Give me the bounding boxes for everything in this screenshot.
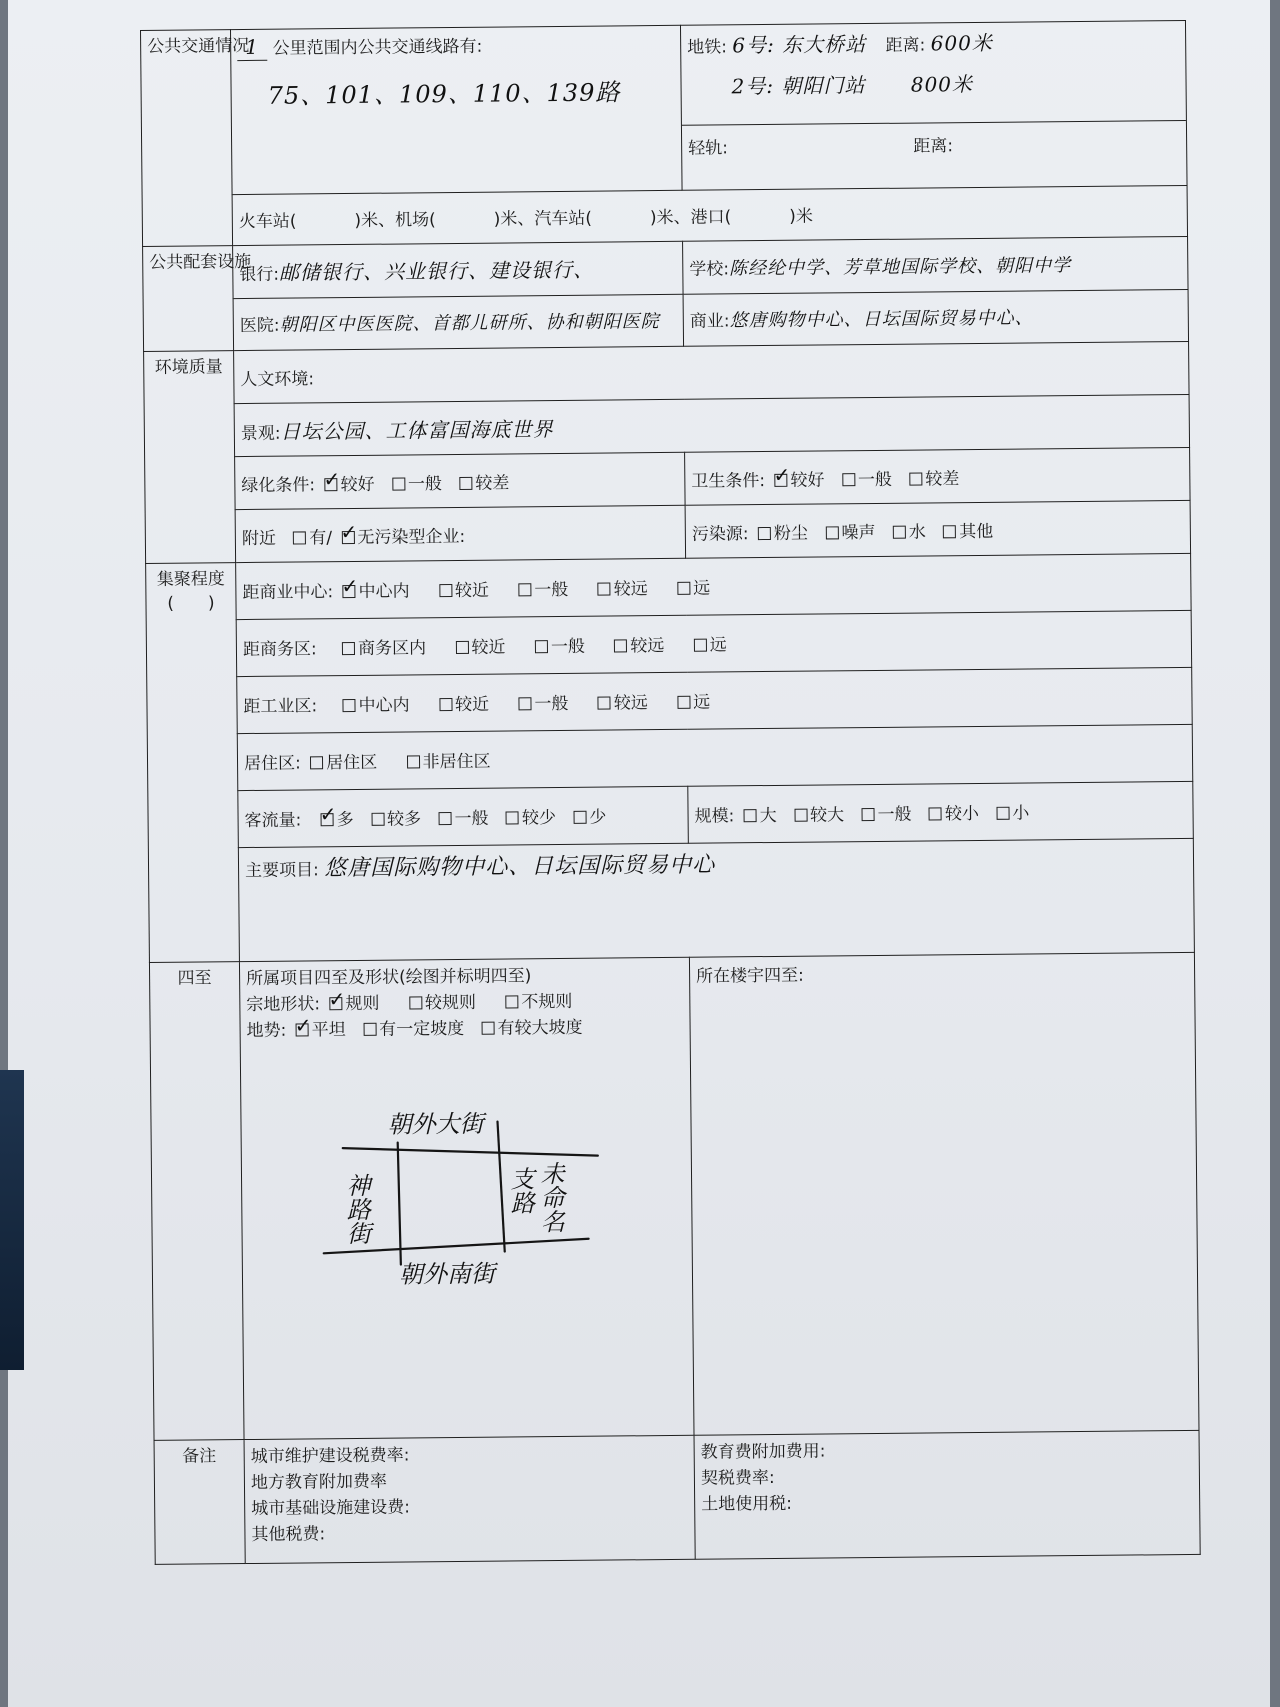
east-road-line <box>497 1121 504 1251</box>
option-label: 较规则 <box>424 992 476 1013</box>
sketch-label-east-2: 未命名 <box>535 1160 565 1233</box>
option-label: 平坦 <box>311 1019 346 1041</box>
property-survey-form <box>140 20 1201 1565</box>
industrial-label: 距工业区: <box>243 696 318 718</box>
sketch-label-east-1: 支路 <box>505 1165 535 1215</box>
option-label: 一般 <box>877 804 912 826</box>
landscape-value: 日坛公园、工体富国海底世界 <box>280 416 554 444</box>
bus-lines-value: 75、101、109、110、139路 <box>267 78 621 110</box>
option-label: 较近 <box>471 637 506 659</box>
checkbox[interactable] <box>909 472 922 485</box>
landscape-cell <box>234 395 1189 457</box>
checkbox[interactable] <box>323 466 341 491</box>
checkbox[interactable] <box>439 584 452 597</box>
checkbox[interactable] <box>518 698 531 711</box>
hospital-cell <box>233 294 683 351</box>
pollution-cell <box>685 501 1190 559</box>
checkbox[interactable] <box>439 698 452 711</box>
section-remarks: 备注 <box>154 1439 245 1564</box>
checkbox[interactable] <box>371 813 384 826</box>
shape-label: 宗地形状: <box>246 993 321 1015</box>
checkbox[interactable] <box>694 639 707 652</box>
meter-label: )米 <box>789 206 813 227</box>
checkbox[interactable] <box>438 812 451 825</box>
radius-label: 公里范围内公共交通线路有: <box>272 36 483 59</box>
radius-value: 1 <box>237 34 267 61</box>
option-label: 远 <box>709 635 727 656</box>
section-environment: 环境质量 <box>144 351 236 563</box>
checkbox[interactable] <box>293 531 306 544</box>
option-label: 一般 <box>550 637 585 658</box>
check-mark-icon: ✓ <box>340 519 358 544</box>
checkbox[interactable] <box>409 996 422 1009</box>
remark-item: 契税费率: <box>700 1467 775 1489</box>
option-label: 较远 <box>613 579 648 600</box>
sketch-label-north: 朝外大街 <box>387 1109 484 1139</box>
boundaries-sketch-cell <box>239 957 694 1439</box>
section-facilities: 公共配套设施 <box>143 245 234 352</box>
remarks-right-cell <box>694 1430 1200 1559</box>
option-label: 较好 <box>790 470 825 491</box>
subway-line-1: 6号: 东大桥站 <box>732 32 867 58</box>
checkbox[interactable] <box>392 477 405 490</box>
culture-label: 人文环境: <box>240 369 315 390</box>
check-mark-icon: ✓ <box>294 1013 312 1038</box>
checkbox[interactable] <box>319 802 337 827</box>
business-distance-cell <box>236 610 1192 676</box>
checkbox[interactable] <box>328 986 346 1011</box>
option-label: 较多 <box>387 809 422 830</box>
option-label: 规则 <box>345 993 380 1014</box>
option-label: 较近 <box>454 581 490 602</box>
stations-row <box>232 185 1187 245</box>
sketch-label-west: 神路街 <box>341 1172 371 1245</box>
landscape-label: 景观: <box>240 423 281 444</box>
residential-cell <box>237 724 1193 790</box>
option-label: 远 <box>693 579 711 600</box>
remark-item: 地方教育附加费率 <box>250 1471 388 1493</box>
traffic-label: 客流量: <box>244 810 302 832</box>
checkbox[interactable] <box>825 526 838 539</box>
checkbox[interactable] <box>744 809 757 822</box>
remark-item: 教育费附加费用: <box>700 1441 826 1463</box>
subway-label: 地铁: <box>687 37 728 58</box>
lightrail-distance-label: 距离: <box>913 136 954 157</box>
option-label: 非居住区 <box>422 751 491 773</box>
checkbox[interactable] <box>943 525 956 538</box>
hygiene-cell <box>685 448 1190 506</box>
boundaries-title: 所属项目四至及形状(绘图并标明四至) <box>246 965 532 989</box>
checkbox[interactable] <box>407 756 420 769</box>
option-label: 一般 <box>407 473 443 495</box>
projects-cell <box>238 838 1194 961</box>
option-label: 小 <box>1012 803 1030 824</box>
option-label: 有一定坡度 <box>379 1018 465 1040</box>
checkbox[interactable] <box>455 641 468 654</box>
option-label: 中心内 <box>358 695 410 717</box>
commercial-distance-cell <box>236 553 1192 619</box>
nearby-cell <box>235 505 685 562</box>
commercial-label: 距商业中心: <box>242 582 334 604</box>
checkbox[interactable] <box>842 473 855 486</box>
remark-item: 城市维护建设税费率: <box>250 1445 410 1467</box>
checkbox[interactable] <box>929 808 942 821</box>
section-agglomeration <box>146 563 240 963</box>
checkbox[interactable] <box>614 640 627 653</box>
option-label: 较近 <box>454 695 490 716</box>
hospital-label: 医院: <box>239 316 280 337</box>
traffic-cell <box>238 786 689 847</box>
north-road-line <box>343 1145 598 1157</box>
option-label: 无污染型企业: <box>357 526 466 548</box>
checkbox[interactable] <box>573 811 586 824</box>
option-label: 较小 <box>944 804 980 825</box>
checkbox[interactable] <box>481 1021 494 1034</box>
industrial-distance-cell <box>237 667 1193 733</box>
checkbox[interactable] <box>773 462 791 487</box>
hospital-value: 朝阳区中医医院、首都儿研所、协和朝阳医院 <box>279 311 660 337</box>
subway-distance-label: 距离: <box>885 35 926 56</box>
option-label: 较少 <box>521 808 557 829</box>
residential-label: 居住区: <box>243 753 301 775</box>
option-label: 其他 <box>959 521 994 542</box>
checkbox[interactable] <box>341 574 359 599</box>
check-mark-icon: ✓ <box>328 986 346 1011</box>
option-label: 有/ <box>309 527 333 548</box>
option-label: 较远 <box>613 693 648 714</box>
airport-label: )米、机场( <box>354 210 436 232</box>
building-label: 所在楼宇四至: <box>696 965 804 987</box>
option-label: 一般 <box>857 469 892 490</box>
pollution-label: 污染源: <box>691 523 749 545</box>
option-label: 较大 <box>810 805 845 826</box>
greening-cell <box>235 452 685 509</box>
option-label: 一般 <box>454 808 489 830</box>
green-label: 绿化条件: <box>241 474 316 496</box>
section-transport: 公共交通情况 <box>141 30 233 246</box>
remark-item: 城市基础设施建设费: <box>251 1497 411 1519</box>
option-label: 粉尘 <box>773 523 809 544</box>
option-label: 噪声 <box>841 522 876 543</box>
option-label: 不规则 <box>521 991 573 1013</box>
school-value: 陈经纶中学、芳草地国际学校、朝阳中学 <box>728 254 1072 279</box>
checkbox[interactable] <box>343 699 356 712</box>
remark-item: 其他税费: <box>251 1524 326 1545</box>
subway-distance-1: 600米 <box>930 30 993 56</box>
option-label: 商务区内 <box>357 638 427 660</box>
check-mark-icon: ✓ <box>341 574 359 599</box>
remark-item: 土地使用税: <box>701 1493 793 1515</box>
background-object <box>0 1070 24 1370</box>
checkbox[interactable] <box>294 1013 312 1038</box>
checkbox[interactable] <box>340 519 358 544</box>
school-label: 学校: <box>689 258 730 280</box>
checkbox[interactable] <box>861 808 874 821</box>
option-label: 居住区 <box>326 753 378 774</box>
option-label: 一般 <box>534 694 569 715</box>
scale-cell <box>688 781 1194 843</box>
projects-value: 悠唐国际购物中心、日坛国际贸易中心 <box>324 852 716 882</box>
option-label: 一般 <box>534 580 569 601</box>
sketch-label-south: 朝外南街 <box>398 1259 496 1289</box>
check-mark-icon: ✓ <box>773 462 791 487</box>
option-label: 少 <box>589 807 607 828</box>
option-label: 较差 <box>475 473 510 494</box>
rail-cell <box>680 20 1187 190</box>
checkbox[interactable] <box>758 526 771 539</box>
checkbox[interactable] <box>893 525 906 538</box>
bus-station-label: )米、汽车站( <box>493 208 593 230</box>
option-label: 远 <box>693 692 711 714</box>
culture-cell <box>234 342 1189 404</box>
scale-label: 规模: <box>694 806 735 827</box>
commerce-cell <box>683 289 1188 347</box>
checkbox[interactable] <box>677 696 690 709</box>
port-label: )米、港口( <box>649 207 732 229</box>
bank-cell <box>233 241 683 298</box>
section-boundaries: 四至 <box>149 961 244 1440</box>
option-label: 有较大坡度 <box>497 1017 583 1039</box>
checkbox[interactable] <box>363 1022 376 1035</box>
subway-block <box>681 21 1186 126</box>
check-mark-icon: ✓ <box>323 466 341 491</box>
checkbox[interactable] <box>598 697 611 710</box>
boundary-sketch <box>247 1040 679 1304</box>
projects-label: 主要项目: <box>244 860 319 881</box>
terrain-label: 地势: <box>246 1020 287 1041</box>
checkbox[interactable] <box>518 584 531 597</box>
bank-value: 邮储银行、兴业银行、建设银行、 <box>278 257 595 285</box>
option-label: 多 <box>336 810 354 831</box>
business-label: 距商务区: <box>242 639 317 661</box>
checkbox[interactable] <box>342 642 355 655</box>
bus-lines-cell <box>231 25 683 194</box>
option-label: 中心内 <box>358 581 410 603</box>
option-label: 水 <box>908 522 926 543</box>
checkbox[interactable] <box>459 476 472 489</box>
bank-label: 银行: <box>239 264 280 286</box>
option-label: 较好 <box>340 474 375 495</box>
checkbox[interactable] <box>506 812 519 825</box>
checkbox[interactable] <box>598 583 611 596</box>
option-label: 较差 <box>925 468 960 490</box>
option-label: 较远 <box>630 636 665 657</box>
remarks-left-cell <box>244 1435 695 1564</box>
school-cell <box>683 236 1188 294</box>
check-mark-icon: ✓ <box>319 802 337 827</box>
checkbox[interactable] <box>505 995 518 1008</box>
checkbox[interactable] <box>794 809 807 822</box>
nearby-label: 附近 <box>241 528 276 549</box>
checkbox[interactable] <box>677 582 690 595</box>
lightrail-block <box>682 121 1186 167</box>
commerce-value: 悠唐购物中心、日坛国际贸易中心、 <box>729 307 1034 332</box>
hygiene-label: 卫生条件: <box>691 470 766 492</box>
checkbox[interactable] <box>310 757 323 770</box>
train-station-label: 火车站( <box>238 211 297 233</box>
checkbox[interactable] <box>996 807 1009 820</box>
west-road-line <box>398 1142 401 1264</box>
subway-line-2: 2号: 朝阳门站 <box>731 73 866 99</box>
checkbox[interactable] <box>535 641 548 654</box>
commerce-label: 商业: <box>689 311 730 333</box>
lightrail-label: 轻轨: <box>688 138 728 159</box>
section-agglomeration-title: 集聚程度 <box>156 569 225 590</box>
option-label: 大 <box>759 806 777 827</box>
building-boundary-cell <box>689 952 1199 1435</box>
subway-distance-2: 800米 <box>910 72 974 97</box>
section-agglomeration-paren: ( ) <box>167 593 215 614</box>
